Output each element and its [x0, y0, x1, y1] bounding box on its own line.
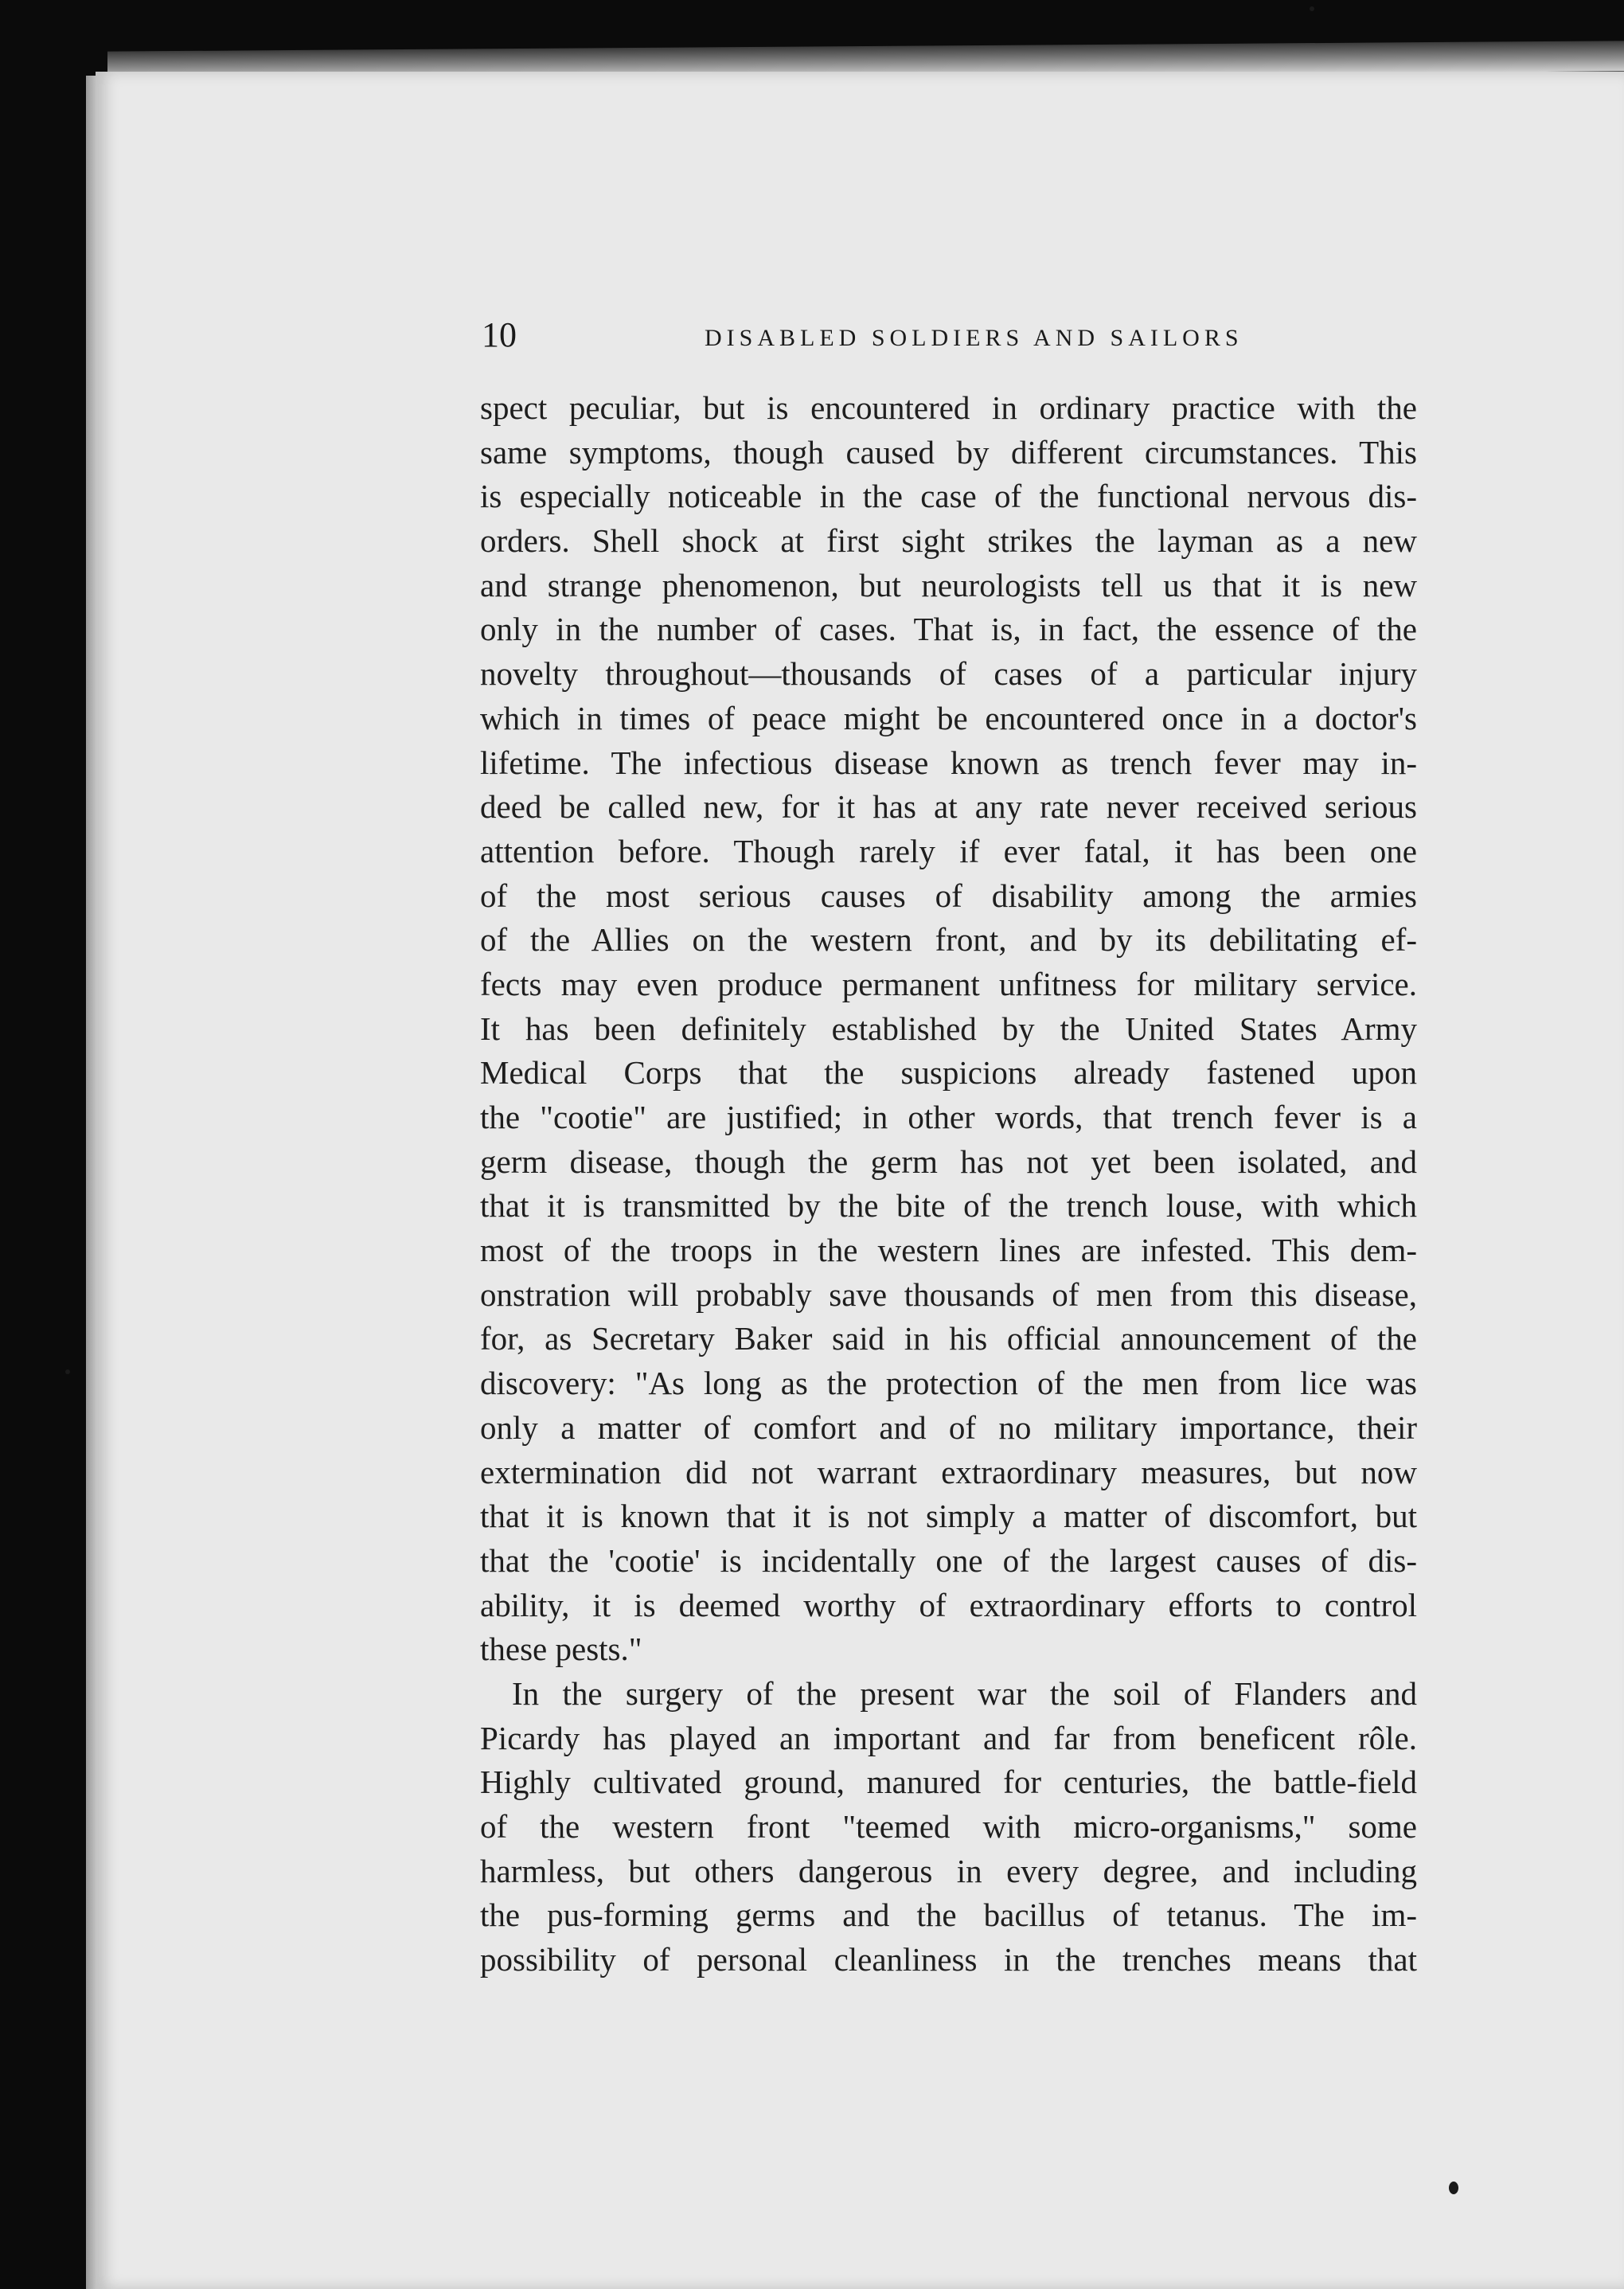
text-line: of the western front "teemed with micro-organisms," some [480, 1808, 1417, 1845]
text-line: of the Allies on the western front, and by its debilitating ef- [480, 921, 1417, 959]
text-line: same symptoms, though caused by different circumstances. This [480, 433, 1417, 471]
text-line: and strange phenomenon, but neurologists tell us that it is new [480, 566, 1417, 603]
dust-speck [1310, 6, 1314, 11]
text-line: fects may even produce permanent unfitness for military service. [480, 965, 1417, 1002]
text-line: onstration will probably save thousands of men from this disease, [480, 1275, 1417, 1313]
dust-speck [65, 1369, 70, 1374]
text-line: germ disease, though the germ has not yet been isolated, and [480, 1143, 1417, 1180]
text-line: most of the troops in the western lines are infested. This dem- [480, 1232, 1417, 1269]
text-line: for, as Secretary Baker said in his official announcement of the [480, 1320, 1417, 1357]
text-line: attention before. Though rarely if ever fatal, it has been one [480, 832, 1417, 869]
text-line: harmless, but others dangerous in every degree, and including [480, 1852, 1417, 1889]
text-line: Highly cultivated ground, manured for centuries, the battle-field [480, 1764, 1417, 1801]
text-line: of the most serious causes of disability among the armies [480, 877, 1417, 914]
text-line: that it is known that it is not simply a matter of discomfort, but [480, 1498, 1417, 1535]
page-number: 10 [482, 315, 517, 354]
text-line: that it is transmitted by the bite of the trench louse, with which [480, 1187, 1417, 1225]
text-line: the pus-forming germs and the bacillus of tetanus. The im- [480, 1896, 1417, 1934]
text-line: only a matter of comfort and of no military importance, their [480, 1408, 1417, 1446]
text-line: spect peculiar, but is encountered in ordinary practice with the [480, 389, 1417, 426]
text-line: which in times of peace might be encountered once in a doctor's [480, 699, 1417, 736]
body-text [480, 386, 1417, 1982]
dust-speck [1449, 2182, 1458, 2194]
text-line: the "cootie" are justified; in other words, that trench fever is a [480, 1099, 1417, 1135]
text-line: discovery: "As long as the protection of the men from lice was [480, 1365, 1417, 1402]
text-line: ability, it is deemed worthy of extraordinary efforts to control [480, 1586, 1417, 1623]
page-header [482, 314, 1413, 362]
text-line: is especially noticeable in the case of the functional nervous dis- [480, 478, 1417, 515]
text-line: In the surgery of the present war the soil of Flanders and [512, 1674, 1417, 1712]
text-line: Medical Corps that the suspicions already fastened upon [480, 1054, 1417, 1092]
text-line: Picardy has played an important and far from beneficent rôle. [480, 1719, 1417, 1756]
text-line: these pests." [480, 1631, 642, 1668]
text-line: that the 'cootie' is incidentally one of the largest causes of dis- [480, 1541, 1417, 1579]
text-line: orders. Shell shock at first sight strikes the layman as a new [480, 522, 1417, 560]
text-line: only in the number of cases. That is, in fact, the essence of the [480, 611, 1417, 648]
text-line: lifetime. The infectious disease known as trench fever may in- [480, 744, 1417, 781]
text-line: possibility of personal cleanliness in the trenches means that [480, 1941, 1417, 1978]
text-line: deed be called new, for it has at any rate never received serious [480, 788, 1417, 826]
text-line: extermination did not warrant extraordinary measures, but now [480, 1453, 1417, 1490]
text-line: It has been definitely established by the United States Army [480, 1010, 1417, 1047]
running-head: DISABLED SOLDIERS AND SAILORS [705, 325, 1243, 351]
text-line: novelty throughout—thousands of cases of a particular injury [480, 655, 1417, 693]
